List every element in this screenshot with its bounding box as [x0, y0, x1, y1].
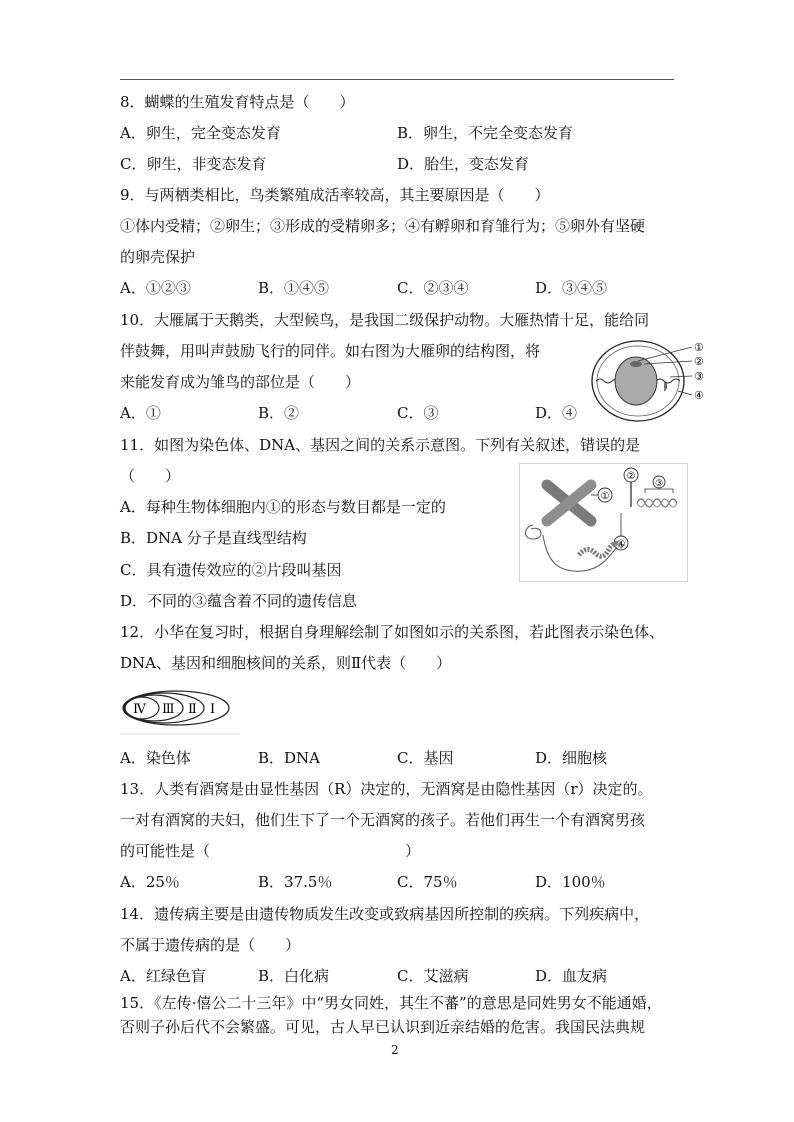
q12-option-b: B．DNA — [258, 749, 321, 767]
q9-body-line1: ①体内受精；②卵生；③形成的受精卵多；④有孵卵和育雏行为；⑤卵外有坚硬 — [120, 217, 646, 235]
q13-option-c: C．75％ — [397, 873, 458, 891]
q10-option-a: A．① — [120, 404, 161, 422]
chromosome-label-1: ① — [600, 491, 610, 502]
q9-option-c: C．②③④ — [397, 279, 469, 297]
q8-option-d: D．胎生，变态发育 — [397, 155, 530, 173]
q12-stem-line2: DNA、基因和细胞核间的关系，则Ⅱ代表（ ） — [120, 654, 452, 672]
q10-stem-line3: 来能发育成为雏鸟的部位是（ ） — [120, 373, 361, 391]
q12-option-a: A．染色体 — [120, 749, 191, 767]
egg-label-3: ③ — [694, 370, 704, 383]
q8-stem: 8．蝴蝶的生殖发育特点是（ ） — [120, 93, 355, 111]
nested-relation-figure — [118, 688, 243, 738]
label-IV: Ⅳ — [133, 702, 146, 717]
header-rule — [120, 79, 674, 80]
label-III: Ⅲ — [162, 702, 175, 717]
q10-stem-line2: 伴鼓舞，用叫声鼓励飞行的同伴。如右图为大雁卵的结构图，将 — [120, 342, 541, 360]
q10-option-c: C．③ — [397, 404, 439, 422]
label-I: Ⅰ — [210, 702, 216, 717]
q14-option-c: C．艾滋病 — [397, 967, 469, 985]
q13-option-b: B．37.5％ — [258, 873, 333, 891]
egg-structure-figure — [588, 335, 708, 430]
q13-option-a: A．25％ — [120, 873, 180, 891]
q8-option-b: B．卵生，不完全变态发育 — [397, 124, 574, 142]
q8-option-c: C．卵生，非变态发育 — [120, 155, 267, 173]
q12-option-c: C．基因 — [397, 749, 454, 767]
q10-option-d: D．④ — [535, 404, 578, 422]
label-II: Ⅱ — [188, 702, 197, 717]
q13-option-d: D．100％ — [535, 873, 606, 891]
q11-option-d: D．不同的③蕴含着不同的遗传信息 — [120, 592, 358, 610]
egg-label-1: ① — [694, 341, 704, 354]
q13-stem-line1: 13．人类有酒窝是由显性基因（R）决定的，无酒窝是由隐性基因（r）决定的。 — [120, 780, 653, 798]
egg-label-4: ④ — [694, 389, 704, 402]
q10-option-b: B．② — [258, 404, 300, 422]
chromosome-label-4: ④ — [616, 539, 626, 550]
q11-stem-line1: 11．如图为染色体、DNA、基因之间的关系示意图。下列有关叙述，错误的是 — [120, 436, 641, 454]
q11-option-b: B．DNA 分子是直线型结构 — [120, 529, 307, 547]
q14-stem-line1: 14．遗传病主要是由遗传物质发生改变或致病基因所控制的疾病。下列疾病中， — [120, 905, 650, 923]
q11-option-c: C．具有遗传效应的②片段叫基因 — [120, 561, 342, 579]
cell-outline — [526, 525, 618, 571]
chromosome-label-2: ② — [626, 471, 636, 482]
q15-stem-line1: 15．《左传·僖公二十三年》中“男女同姓，其生不蕃”的意思是同姓男女不能通婚， — [120, 994, 662, 1012]
q12-stem-line1: 12．小华在复习时，根据自身理解绘制了如图如示的关系图，若此图表示染色体、 — [120, 623, 665, 641]
q14-stem-line2: 不属于遗传病的是（ ） — [120, 936, 301, 954]
q14-option-b: B．白化病 — [258, 967, 330, 985]
q9-option-b: B．①④⑤ — [258, 279, 330, 297]
egg-label-2: ② — [694, 355, 704, 368]
q9-body-line2: 的卵壳保护 — [120, 248, 196, 266]
chromosome-label-3: ③ — [655, 479, 664, 489]
q14-option-a: A．红绿色盲 — [120, 967, 206, 985]
q9-stem: 9．与两栖类相比，鸟类繁殖成活率较高，其主要原因是（ ） — [120, 186, 550, 204]
page-number: 2 — [391, 1043, 399, 1057]
q9-option-d: D．③④⑤ — [535, 279, 608, 297]
q12-option-d: D．细胞核 — [535, 749, 608, 767]
chromosome — [547, 485, 591, 521]
q10-stem-line1: 10．大雁属于天鹅类，大型候鸟，是我国二级保护动物。大雁热情十足，能给同 — [120, 311, 650, 329]
q11-stem-line2: （ ） — [120, 467, 181, 485]
q13-stem-line2: 一对有酒窝的夫妇，他们生下了一个无酒窝的孩子。若他们再生一个有酒窝男孩 — [120, 811, 646, 829]
q14-option-d: D．血友病 — [535, 967, 608, 985]
q8-option-a: A．卵生，完全变态发育 — [120, 124, 281, 142]
q11-option-a: A．每种生物体细胞内①的形态与数目都是一定的 — [120, 498, 446, 516]
q15-stem-line2: 否则子孙后代不会繁盛。可见，古人早已认识到近亲结婚的危害。我国民法典规 — [120, 1018, 646, 1036]
q9-option-a: A．①②③ — [120, 279, 191, 297]
q13-stem-line3: 的可能性是（ ） — [120, 842, 421, 860]
chromosome-dna-gene-figure — [519, 463, 689, 583]
germinal-disc — [630, 361, 642, 367]
